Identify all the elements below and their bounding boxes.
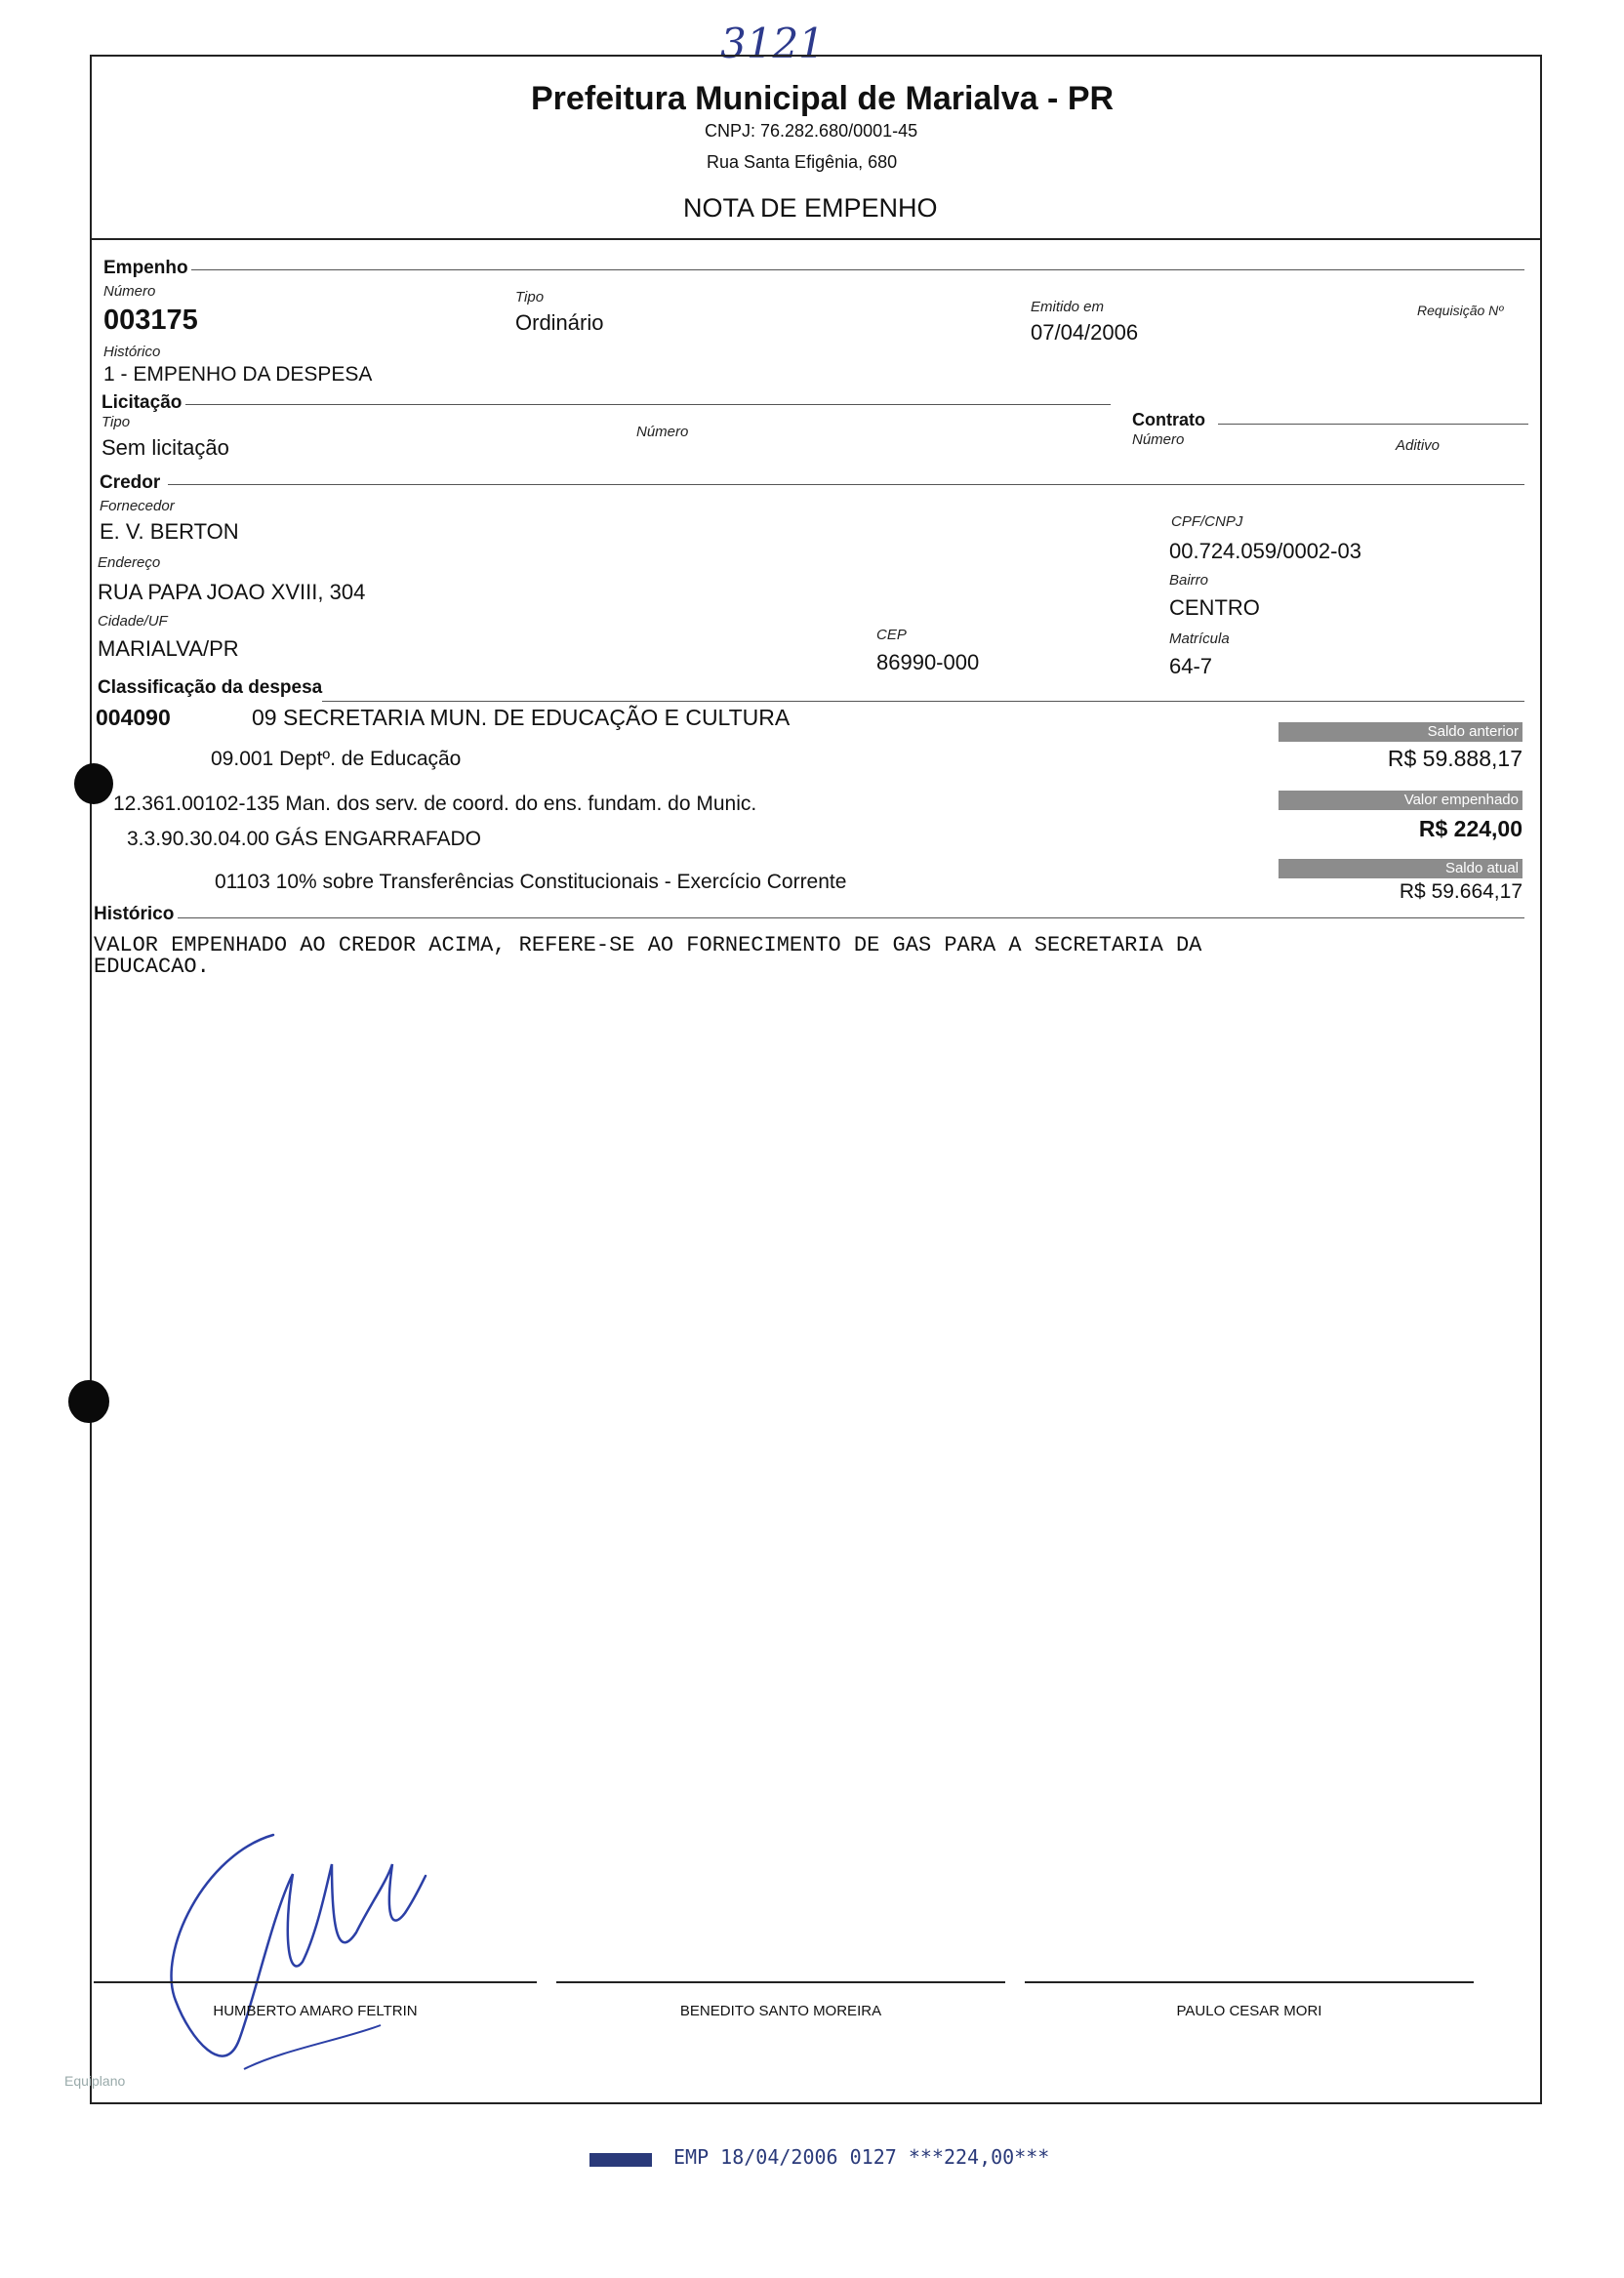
footer-brand: Equiplano bbox=[64, 2073, 126, 2089]
classification-department: 09 SECRETARIA MUN. DE EDUCAÇÃO E CULTURA bbox=[252, 705, 791, 730]
registration-value: 64-7 bbox=[1169, 654, 1213, 678]
handwritten-page-number: 3121 bbox=[720, 20, 825, 67]
licitacao-section-rule bbox=[185, 404, 1111, 405]
classification-element: 3.3.90.30.04.00 GÁS ENGARRAFADO bbox=[127, 828, 482, 850]
signature-line-3 bbox=[1025, 1981, 1474, 1983]
punch-hole-top bbox=[74, 763, 113, 804]
address-label: Endereço bbox=[98, 554, 161, 571]
empenho-section-rule bbox=[191, 269, 1524, 270]
header-title: Prefeitura Municipal de Marialva - PR bbox=[531, 80, 1115, 117]
classification-section-title: Classificação da despesa bbox=[98, 677, 323, 698]
empenho-type-label: Tipo bbox=[515, 289, 545, 305]
header-divider bbox=[92, 238, 1540, 240]
registration-label: Matrícula bbox=[1169, 631, 1230, 647]
previous-balance-bar: Saldo anterior bbox=[1279, 722, 1522, 742]
credor-section-title: Credor bbox=[100, 472, 161, 493]
empenho-history-label: Histórico bbox=[103, 344, 161, 360]
licitacao-number-label: Número bbox=[636, 424, 689, 440]
signature-line-2 bbox=[556, 1981, 1005, 1983]
footer-stamp: EMP 18/04/2006 0127 ***224,00*** bbox=[673, 2145, 1050, 2169]
contrato-section-title: Contrato bbox=[1132, 410, 1205, 429]
neighborhood-value: CENTRO bbox=[1169, 595, 1260, 620]
signature-name-1: HUMBERTO AMARO FELTRIN bbox=[213, 2003, 418, 2019]
empenho-number: 003175 bbox=[103, 305, 198, 336]
history-section-title: Histórico bbox=[94, 904, 175, 924]
requisition-label: Requisição Nº bbox=[1417, 303, 1504, 318]
stamp-icon bbox=[589, 2153, 652, 2167]
aditivo-label: Aditivo bbox=[1396, 437, 1441, 454]
cpf-cnpj-label: CPF/CNPJ bbox=[1171, 513, 1243, 530]
address-value: RUA PAPA JOAO XVIII, 304 bbox=[98, 580, 366, 604]
contrato-number-label: Número bbox=[1132, 431, 1185, 448]
cep-value: 86990-000 bbox=[876, 650, 980, 674]
contrato-section-rule bbox=[1218, 424, 1528, 425]
punch-hole-bottom bbox=[68, 1380, 109, 1423]
header-cnpj: CNPJ: 76.282.680/0001-45 bbox=[705, 121, 918, 141]
city-value: MARIALVA/PR bbox=[98, 636, 239, 661]
current-balance-value: R$ 59.664,17 bbox=[1399, 880, 1522, 903]
licitacao-type-label: Tipo bbox=[102, 414, 131, 430]
committed-value: R$ 224,00 bbox=[1418, 816, 1522, 841]
committed-value-bar: Valor empenhado bbox=[1279, 791, 1522, 810]
document-frame bbox=[90, 55, 1542, 2104]
licitacao-section-title: Licitação bbox=[102, 392, 183, 413]
empenho-section-title: Empenho bbox=[103, 258, 188, 278]
cpf-cnpj-value: 00.724.059/0002-03 bbox=[1169, 539, 1361, 563]
empenho-issued-date: 07/04/2006 bbox=[1031, 320, 1139, 345]
classification-code: 004090 bbox=[96, 705, 171, 730]
classification-section-rule bbox=[322, 701, 1524, 702]
document-title: NOTA DE EMPENHO bbox=[683, 193, 938, 223]
header-address: Rua Santa Efigênia, 680 bbox=[707, 152, 898, 172]
classification-unit: 09.001 Deptº. de Educação bbox=[211, 748, 462, 770]
signature-name-3: PAULO CESAR MORI bbox=[1176, 2003, 1322, 2019]
city-label: Cidade/UF bbox=[98, 613, 168, 630]
empenho-type: Ordinário bbox=[515, 310, 604, 335]
history-text-line-1: VALOR EMPENHADO AO CREDOR ACIMA, REFERE-SE AO FORNECIMENTO DE GAS PARA A SECRETARIA DA bbox=[94, 933, 1202, 957]
history-text-line-2: EDUCACAO. bbox=[94, 955, 210, 979]
current-balance-bar: Saldo atual bbox=[1279, 859, 1522, 878]
empenho-issued-label: Emitido em bbox=[1031, 299, 1105, 315]
signature-line-1 bbox=[94, 1981, 537, 1983]
supplier-name: E. V. BERTON bbox=[100, 519, 239, 544]
handwritten-signature bbox=[146, 1815, 439, 2089]
previous-balance-value: R$ 59.888,17 bbox=[1387, 746, 1522, 771]
classification-functional: 12.361.00102-135 Man. dos serv. de coord. do ens. fundam. do Munic. bbox=[113, 793, 757, 815]
empenho-history: 1 - EMPENHO DA DESPESA bbox=[103, 363, 373, 386]
licitacao-type: Sem licitação bbox=[102, 435, 229, 460]
empenho-number-label: Número bbox=[103, 283, 156, 300]
credor-section-rule bbox=[168, 484, 1524, 485]
cep-label: CEP bbox=[876, 627, 907, 643]
classification-resource: 01103 10% sobre Transferências Constitucionais - Exercício Corrente bbox=[215, 871, 847, 893]
signature-name-2: BENEDITO SANTO MOREIRA bbox=[679, 2003, 882, 2019]
neighborhood-label: Bairro bbox=[1169, 572, 1209, 589]
history-section-rule bbox=[178, 917, 1524, 918]
supplier-label: Fornecedor bbox=[100, 498, 175, 514]
